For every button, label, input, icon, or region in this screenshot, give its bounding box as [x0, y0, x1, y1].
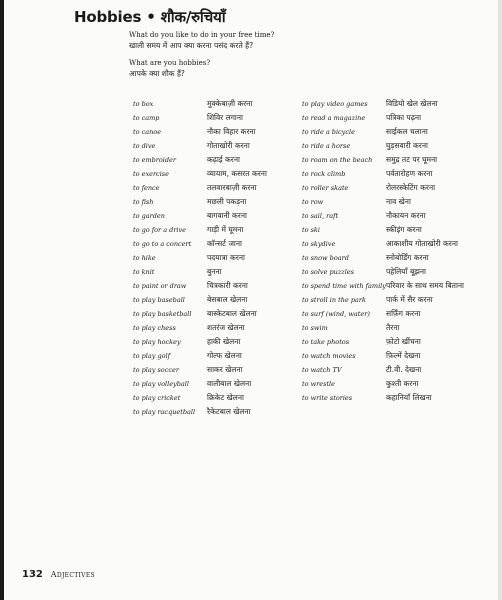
vocab-entry — [302, 337, 476, 346]
vocab-english: to skydive — [302, 240, 336, 248]
vocab-column-left — [133, 99, 303, 421]
vocab-hindi: पदयात्रा करना — [207, 253, 245, 262]
vocab-english: to ride a bicycle — [302, 128, 355, 136]
vocab-english: to surf (wind, water) — [302, 310, 370, 318]
intro-question-en: What are you hobbies? — [129, 59, 211, 67]
vocab-entry — [133, 407, 303, 416]
vocab-entry — [302, 323, 476, 332]
vocab-hindi: साकर खेलना — [207, 365, 243, 374]
vocab-english: to play golf — [133, 352, 171, 360]
vocab-entry — [133, 365, 303, 374]
vocab-entry — [133, 253, 303, 262]
vocab-english: to fence — [133, 184, 160, 192]
vocab-english: to write stories — [302, 394, 353, 402]
vocab-hindi: तैरना — [386, 323, 400, 332]
vocab-english: to exercise — [133, 170, 169, 178]
vocab-hindi: हाकी खेलना — [207, 337, 241, 346]
vocab-english: to row — [302, 198, 324, 206]
vocab-hindi: फ़िल्में देखना — [386, 351, 421, 360]
vocab-entry — [133, 295, 303, 304]
vocab-hindi: टी.वी. देखना — [386, 365, 422, 374]
vocab-english: to garden — [133, 212, 165, 220]
vocab-english: to roller skate — [302, 184, 349, 192]
vocab-hindi: नौका विहार करना — [207, 127, 256, 136]
vocab-english: to go for a drive — [133, 226, 187, 234]
vocab-english: to go to a concert — [133, 240, 192, 248]
vocab-english: to sail, raft — [302, 212, 339, 220]
vocab-english: to roam on the beach — [302, 156, 373, 164]
vocab-hindi: साईकल चलाना — [386, 127, 428, 136]
vocab-english: to play chess — [133, 324, 176, 332]
vocab-hindi: कुश्ती करना — [386, 379, 419, 388]
vocab-entry — [302, 379, 476, 388]
vocab-english: to play cricket — [133, 394, 181, 402]
vocab-entry — [302, 281, 476, 290]
vocab-hindi: नाव खेना — [386, 197, 411, 206]
vocab-hindi: कहानियाँ लिखना — [386, 393, 432, 402]
vocab-english: to ski — [302, 226, 320, 234]
vocab-hindi: सर्फ़िंग करना — [386, 309, 421, 318]
vocab-english: to snow board — [302, 254, 349, 262]
vocab-hindi: तलवारबाज़ी करना — [207, 183, 257, 192]
vocab-hindi: पार्क में सैर करना — [386, 295, 433, 304]
vocab-entry — [302, 393, 476, 402]
vocab-entry — [133, 225, 303, 234]
vocab-english: to paint or draw — [133, 282, 187, 290]
vocab-hindi: पर्वतारोहण करना — [386, 169, 433, 178]
vocab-english: to play soccer — [133, 366, 179, 374]
vocab-entry — [302, 365, 476, 374]
vocab-english: to swim — [302, 324, 328, 332]
intro-question-hi: आपके क्या शौक हैं? — [129, 69, 185, 78]
vocab-entry — [133, 113, 303, 122]
vocab-entry — [302, 197, 476, 206]
vocab-entry — [133, 351, 303, 360]
vocab-entry — [133, 379, 303, 388]
vocab-hindi: बुनना — [207, 267, 222, 276]
vocab-hindi: गोताखोरी करना — [207, 141, 250, 150]
vocab-entry — [302, 351, 476, 360]
vocab-english: to ride a horse — [302, 142, 351, 150]
vocab-hindi: फ़ोटो खींचना — [386, 337, 421, 346]
vocab-hindi: समुद्र तट पर घूमना — [386, 155, 438, 164]
vocab-english: to play hockey — [133, 338, 181, 346]
vocab-hindi: रैकेटबाल खेलना — [207, 407, 251, 416]
page-title: Hobbies • शौक/रुचियाँ — [74, 8, 226, 26]
vocab-entry — [302, 99, 476, 108]
vocab-hindi: कॉन्सर्ट जाना — [207, 239, 242, 248]
vocab-entry — [302, 295, 476, 304]
page-number: 132 — [22, 569, 43, 580]
vocab-english: to take photos — [302, 338, 350, 346]
vocab-english: to canoe — [133, 128, 162, 136]
vocab-entry — [133, 169, 303, 178]
vocab-english: to embroider — [133, 156, 176, 164]
vocab-english: to solve puzzles — [302, 268, 354, 276]
vocab-entry — [302, 183, 476, 192]
vocab-entry — [302, 127, 476, 136]
vocab-hindi: विडियो खेल खेलना — [386, 99, 438, 108]
vocab-entry — [133, 183, 303, 192]
vocab-entry — [133, 141, 303, 150]
section-label: Adjectives — [50, 570, 95, 579]
vocab-entry — [302, 141, 476, 150]
vocab-english: to read a magazine — [302, 114, 366, 122]
vocab-english: to play video games — [302, 100, 368, 108]
vocab-entry — [133, 337, 303, 346]
vocab-entry — [302, 169, 476, 178]
vocab-hindi: नौकायन करना — [386, 211, 426, 220]
vocab-english: to hike — [133, 254, 156, 262]
vocab-entry — [302, 211, 476, 220]
vocab-hindi: स्नोबोर्डिंग करना — [386, 253, 429, 262]
vocab-entry — [133, 281, 303, 290]
vocab-hindi: चित्रकारी करना — [207, 281, 248, 290]
book-page — [4, 0, 498, 600]
vocab-english: to wrestle — [302, 380, 335, 388]
vocab-entry — [133, 267, 303, 276]
page-edge — [0, 0, 4, 600]
vocab-hindi: गोल्फ खेलना — [207, 351, 242, 360]
vocab-hindi: परिवार के साथ समय बिताना — [386, 281, 465, 290]
vocab-english: to play basketball — [133, 310, 192, 318]
vocab-hindi: व्यायाम, कसरत करना — [207, 169, 267, 178]
vocab-entry — [133, 323, 303, 332]
intro-questions — [129, 31, 489, 87]
vocab-entry — [302, 267, 476, 276]
vocab-hindi: रोलरस्केटिंग करना — [386, 183, 436, 192]
vocab-english: to play volleyball — [133, 380, 189, 388]
vocab-hindi: पत्रिका पढ़ना — [386, 113, 422, 122]
vocab-entry — [133, 309, 303, 318]
vocab-entry — [133, 127, 303, 136]
vocab-hindi: बास्केटबाल खेलना — [207, 309, 257, 318]
vocab-hindi: आकाशीय गोताखोरी करना — [386, 239, 458, 248]
vocab-hindi: बागवानी करना — [207, 211, 247, 220]
vocab-english: to knit — [133, 268, 155, 276]
vocab-entry — [302, 253, 476, 262]
vocab-english: to fish — [133, 198, 154, 206]
vocab-english: to rock climb — [302, 170, 346, 178]
vocab-entry — [133, 197, 303, 206]
vocab-hindi: वालीबाल खेलना — [207, 379, 252, 388]
vocab-english: to watch TV — [302, 366, 342, 374]
vocab-hindi: पहेलियाँ बूझना — [386, 267, 427, 276]
vocab-english: to play racquetball — [133, 408, 196, 416]
vocab-entry — [133, 99, 303, 108]
vocab-hindi: बेसबाल खेलना — [207, 295, 248, 304]
vocab-hindi: गाड़ी में घूमना — [207, 225, 244, 234]
vocab-hindi: मछली पकड़ना — [207, 197, 247, 206]
vocab-entry — [133, 393, 303, 402]
intro-question-en: What do you like to do in your free time? — [129, 31, 275, 39]
vocab-english: to watch movies — [302, 352, 356, 360]
vocab-english: to box — [133, 100, 154, 108]
vocab-entry — [302, 113, 476, 122]
vocab-english: to play baseball — [133, 296, 185, 304]
vocab-english: to camp — [133, 114, 160, 122]
vocab-entry — [133, 239, 303, 248]
vocab-entry — [302, 155, 476, 164]
vocab-hindi: शतरंज खेलना — [207, 323, 245, 332]
vocab-english: to stroll in the park — [302, 296, 366, 304]
vocab-entry — [302, 309, 476, 318]
vocab-hindi: स्कीइंग करना — [386, 225, 422, 234]
vocab-hindi: क्रिकेट खेलना — [207, 393, 244, 402]
vocab-entry — [302, 239, 476, 248]
vocab-english: to dive — [133, 142, 156, 150]
page-footer — [22, 569, 95, 580]
page-edge — [498, 0, 502, 600]
vocab-entry — [302, 225, 476, 234]
vocab-hindi: घुड़सवारी करना — [386, 141, 428, 150]
vocab-column-right — [302, 99, 476, 407]
vocab-english: to spend time with family — [302, 282, 386, 290]
vocab-hindi: शिविर लगाना — [207, 113, 243, 122]
vocab-entry — [133, 155, 303, 164]
intro-question-hi: खाली समय में आप क्या करना पसंद करते हैं? — [129, 41, 254, 50]
vocab-hindi: मुक्केबाज़ी करना — [207, 99, 253, 108]
vocab-hindi: कढ़ाई करना — [207, 155, 240, 164]
vocab-entry — [133, 211, 303, 220]
